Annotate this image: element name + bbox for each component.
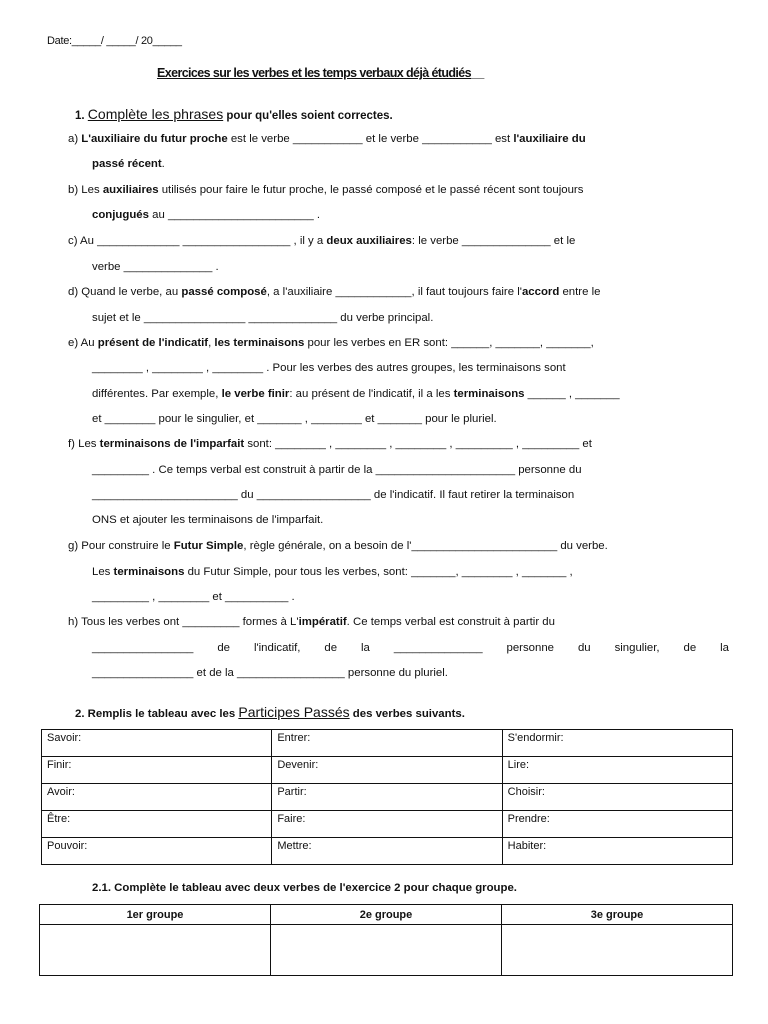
word: de — [217, 642, 230, 654]
text: d) Quand le verbe, au — [68, 286, 182, 298]
text: , — [208, 337, 215, 349]
item-e-line1 — [68, 337, 594, 349]
item-a-line2 — [92, 158, 165, 170]
table-cell[interactable]: Mettre: — [272, 838, 502, 865]
bold-text: conjugués — [92, 209, 149, 221]
text: différentes. Par exemple, — [92, 388, 222, 400]
word: ______________ — [393, 642, 483, 654]
text: 2. Remplis le tableau avec les — [75, 708, 239, 720]
text: . — [161, 158, 165, 170]
text: , règle générale, on a besoin de l'_______________________ du verbe. — [243, 540, 608, 552]
table-cell[interactable]: Lire: — [502, 757, 732, 784]
section1-heading-rest: pour qu'elles soient correctes. — [226, 110, 393, 122]
bold-text: passé composé — [181, 286, 267, 298]
word: la — [361, 642, 370, 654]
table-cell[interactable]: Finir: — [42, 757, 272, 784]
item-c-line1 — [68, 235, 575, 247]
text: b) Les — [68, 184, 103, 196]
table-cell[interactable]: Être: — [42, 811, 272, 838]
bold-text: auxiliaires — [102, 184, 159, 196]
text: des verbes suivants. — [349, 708, 465, 720]
text: g) Pour construire le — [68, 540, 174, 552]
text: est le verbe ___________ et le verbe ___________ est — [227, 133, 514, 145]
bold-text: le verbe finir — [221, 388, 290, 400]
word: de — [324, 642, 338, 654]
table-cell[interactable]: Partir: — [272, 784, 502, 811]
text: pour les verbes en ER sont: ______, _______, _______, — [304, 337, 594, 349]
section1-heading-big: Complète les phrases — [87, 106, 224, 122]
text: a) — [68, 133, 82, 145]
text: c) Au _____________ _________________ , il y a — [68, 235, 327, 247]
word: personne — [506, 642, 554, 654]
item-g-line1 — [68, 540, 608, 552]
table-cell[interactable]: Entrer: — [272, 730, 502, 757]
item-e-line2: ________ , ________ , ________ . Pour les verbes des autres groupes, les terminaisons sont — [92, 362, 566, 374]
item-d-line1 — [68, 286, 600, 298]
section2-heading — [75, 704, 465, 720]
word: la — [720, 642, 729, 654]
item-h-line3: ________________ et de la _________________ personne du pluriel. — [92, 667, 448, 679]
item-g-line2 — [92, 566, 573, 578]
table-cell[interactable]: Habiter: — [502, 838, 732, 865]
participes-table — [41, 729, 733, 865]
answer-cell-2e-groupe[interactable] — [271, 925, 502, 976]
table-cell[interactable]: Pouvoir: — [42, 838, 272, 865]
answer-cell-3e-groupe[interactable] — [502, 925, 733, 976]
word: singulier, — [614, 642, 660, 654]
item-h-line2 — [92, 642, 729, 654]
bold-text: l'auxiliaire du — [513, 133, 586, 145]
item-a-line1 — [68, 133, 586, 145]
page-title — [157, 66, 484, 80]
text: au _______________________ . — [148, 209, 321, 221]
item-e-line3 — [92, 388, 620, 400]
answer-cell-1er-groupe[interactable] — [40, 925, 271, 976]
text: utilisés pour faire le futur proche, le passé composé et le passé récent sont toujours — [158, 184, 584, 196]
item-f-line3: _______________________ du __________________ de l'indicatif. Il faut retirer la terminaison — [92, 489, 575, 501]
text: . Ce temps verbal est construit à partir du — [346, 616, 555, 628]
section1-heading — [75, 106, 393, 122]
bold-text: accord — [521, 286, 560, 298]
text: : le verbe ______________ et le — [411, 235, 576, 247]
section21-heading: 2.1. Complète le tableau avec deux verbes de l'exercice 2 pour chaque groupe. — [92, 882, 517, 894]
table-row — [40, 925, 733, 976]
bold-text: deux auxiliaires — [326, 235, 412, 247]
text: e) Au — [68, 337, 98, 349]
column-header-1er-groupe: 1er groupe — [40, 905, 271, 925]
bold-text: terminaisons — [453, 388, 525, 400]
item-f-line2: _________ . Ce temps verbal est construit à partir de la ______________________ personne du — [92, 464, 582, 476]
bold-text: présent de l'indicatif — [97, 337, 209, 349]
text: , a l'auxiliaire ____________, il faut toujours faire l' — [266, 286, 522, 298]
bold-text: passé récent — [92, 158, 162, 170]
groupes-table — [39, 904, 733, 976]
table-cell[interactable]: Avoir: — [42, 784, 272, 811]
item-b-line2 — [92, 209, 320, 221]
title-main: Exercices sur les verbes et les temps verbaux déjà étudiés — [157, 66, 472, 80]
text: ______ , _______ — [524, 388, 620, 400]
column-header-3e-groupe: 3e groupe — [502, 905, 733, 925]
column-header-2e-groupe: 2e groupe — [271, 905, 502, 925]
text: Les — [92, 566, 114, 578]
text: sont: ________ , ________ , ________ , _________ , _________ et — [244, 438, 592, 450]
table-cell[interactable]: Faire: — [272, 811, 502, 838]
bold-text: impératif — [298, 616, 347, 628]
table-row — [42, 784, 733, 811]
word: ________________ — [92, 642, 194, 654]
table-row — [42, 757, 733, 784]
item-b-line1 — [68, 184, 583, 196]
title-trail: __ — [471, 66, 484, 80]
item-d-line2: sujet et le ________________ ______________ du verbe principal. — [92, 312, 434, 324]
item-f-line1 — [68, 438, 592, 450]
text: entre le — [559, 286, 601, 298]
text: f) Les — [68, 438, 100, 450]
date-line: Date:_____/ _____/ 20_____ — [47, 35, 182, 47]
table-cell[interactable]: Savoir: — [42, 730, 272, 757]
word: de — [683, 642, 697, 654]
table-cell[interactable]: Devenir: — [272, 757, 502, 784]
bold-text: terminaisons — [113, 566, 185, 578]
text: du Futur Simple, pour tous les verbes, sont: _______, ________ , _______ , — [184, 566, 573, 578]
table-header-row — [40, 905, 733, 925]
table-cell[interactable]: S'endormir: — [502, 730, 732, 757]
text: h) Tous les verbes ont _________ formes à L' — [68, 616, 299, 628]
item-f-line4: ONS et ajouter les terminaisons de l'imparfait. — [92, 514, 324, 526]
table-row — [42, 811, 733, 838]
table-cell[interactable]: Prendre: — [502, 811, 732, 838]
item-g-line3: _________ , ________ et __________ . — [92, 591, 295, 603]
heading-big: Participes Passés — [238, 704, 350, 720]
item-h-line1 — [68, 616, 555, 628]
word: du — [577, 642, 591, 654]
bold-text: terminaisons de l'imparfait — [99, 438, 245, 450]
bold-text: les terminaisons — [214, 337, 305, 349]
item-c-line2: verbe ______________ . — [92, 261, 219, 273]
item-e-line4: et ________ pour le singulier, et _______ , ________ et _______ pour le pluriel. — [92, 413, 497, 425]
table-row — [42, 730, 733, 757]
table-row — [42, 838, 733, 865]
text: : au présent de l'indicatif, il a les — [289, 388, 454, 400]
bold-text: L'auxiliaire du futur proche — [81, 133, 228, 145]
word: l'indicatif, — [253, 642, 301, 654]
section1-number: 1. — [75, 110, 85, 122]
bold-text: Futur Simple — [173, 540, 244, 552]
table-cell[interactable]: Choisir: — [502, 784, 732, 811]
